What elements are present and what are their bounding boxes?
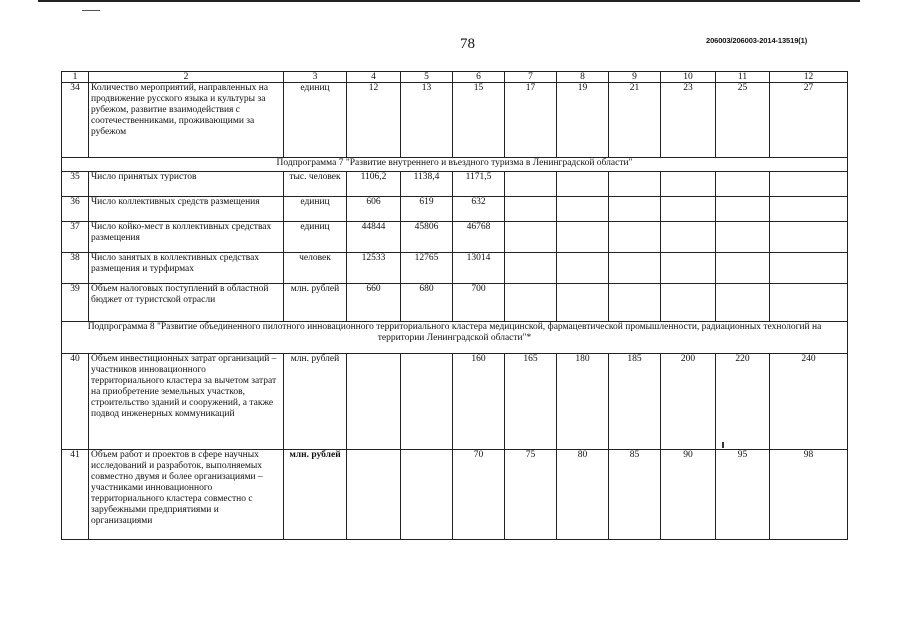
indicator-name: Число койко-мест в коллективных средствах размещения [89, 222, 284, 253]
empty-cell [661, 197, 716, 222]
empty-cell [557, 222, 609, 253]
empty-cell [716, 253, 770, 284]
empty-cell [661, 253, 716, 284]
empty-cell [505, 284, 557, 322]
empty-cell [609, 253, 661, 284]
row-number: 41 [62, 450, 89, 540]
empty-cell [557, 284, 609, 322]
table-row [62, 450, 848, 540]
row-number: 38 [62, 253, 89, 284]
value-cell: 95 [716, 450, 770, 540]
indicator-unit: человек [284, 253, 347, 284]
row-number: 40 [62, 354, 89, 450]
empty-cell [557, 197, 609, 222]
indicator-name: Объем налоговых поступлений в областной бюджет от туристской отрасли [89, 284, 284, 322]
value-cell: 165 [505, 354, 557, 450]
value-cell: 21 [609, 83, 661, 158]
table-row [62, 354, 848, 450]
indicator-unit: млн. рублей [284, 450, 347, 540]
row-number: 34 [62, 83, 89, 158]
column-header: 9 [609, 72, 661, 83]
column-header: 2 [89, 72, 284, 83]
document-code: 206003/206003-2014-13519(1) [706, 36, 808, 45]
empty-cell [609, 197, 661, 222]
value-cell: 220 [716, 354, 770, 450]
indicator-name: Число коллективных средств размещения [89, 197, 284, 222]
value-cell: 1171,5 [453, 172, 505, 197]
indicator-name: Число занятых в коллективных средствах размещения и турфирмах [89, 253, 284, 284]
row-number: 39 [62, 284, 89, 322]
table-row [62, 284, 848, 322]
empty-cell [661, 222, 716, 253]
empty-cell [505, 222, 557, 253]
empty-cell [557, 253, 609, 284]
column-header: 1 [62, 72, 89, 83]
value-cell: 680 [401, 284, 453, 322]
column-header: 6 [453, 72, 505, 83]
value-cell: 160 [453, 354, 505, 450]
value-cell: 240 [770, 354, 848, 450]
empty-cell [716, 172, 770, 197]
indicator-name: Объем инвестиционных затрат организаций – участников инновационного территориального кластера за вычетом затрат на приобретение земельных участков, строительство зданий и сооружений, а также подвод инженерных коммуникаций [89, 354, 284, 450]
value-cell: 23 [661, 83, 716, 158]
empty-cell [770, 172, 848, 197]
empty-cell [661, 172, 716, 197]
empty-cell [716, 197, 770, 222]
empty-cell [661, 284, 716, 322]
value-cell: 70 [453, 450, 505, 540]
empty-cell [609, 222, 661, 253]
empty-cell [347, 354, 401, 450]
empty-cell [609, 284, 661, 322]
subprogram-row [62, 158, 848, 172]
value-cell: 12533 [347, 253, 401, 284]
empty-cell [770, 197, 848, 222]
table-row [62, 197, 848, 222]
table-row [62, 172, 848, 197]
indicator-unit: тыс. человек [284, 172, 347, 197]
value-cell: 660 [347, 284, 401, 322]
column-header: 8 [557, 72, 609, 83]
value-cell: 12765 [401, 253, 453, 284]
value-cell: 13014 [453, 253, 505, 284]
row-number: 35 [62, 172, 89, 197]
indicator-unit: единиц [284, 222, 347, 253]
table-row [62, 83, 848, 158]
indicator-unit: млн. рублей [284, 354, 347, 450]
column-header: 10 [661, 72, 716, 83]
row-number: 37 [62, 222, 89, 253]
scan-speck [722, 442, 724, 448]
column-header: 11 [716, 72, 770, 83]
value-cell: 180 [557, 354, 609, 450]
value-cell: 13 [401, 83, 453, 158]
subprogram-row [62, 322, 848, 354]
value-cell: 44844 [347, 222, 401, 253]
value-cell: 15 [453, 83, 505, 158]
empty-cell [770, 284, 848, 322]
indicator-unit: млн. рублей [284, 284, 347, 322]
page-number: 78 [460, 36, 475, 52]
value-cell: 700 [453, 284, 505, 322]
column-header: 4 [347, 72, 401, 83]
table-row [62, 222, 848, 253]
scan-top-border [38, 0, 860, 2]
subprogram-8-title: Подпрограмма 8 "Развитие объединенного пилотного инновационного территориального кластера медицинской, фармацевтической промышленности, радиационных технологий на территории Ленинградской области"* [62, 322, 848, 354]
indicator-name: Объем работ и проектов в сфере научных исследований и разработок, выполняемых совместно двумя и более организациями – участниками инновационного территориального кластера совместно с зарубежными предприятиями и организациями [89, 450, 284, 540]
table-row [62, 253, 848, 284]
indicators-table [61, 71, 848, 540]
value-cell: 90 [661, 450, 716, 540]
value-cell: 46768 [453, 222, 505, 253]
value-cell: 45806 [401, 222, 453, 253]
subprogram-7-title: Подпрограмма 7 "Развитие внутреннего и въездного туризма в Ленинградской области" [62, 158, 848, 172]
value-cell: 12 [347, 83, 401, 158]
empty-cell [770, 253, 848, 284]
indicator-unit: единиц [284, 83, 347, 158]
empty-cell [401, 450, 453, 540]
row-number: 36 [62, 197, 89, 222]
column-header: 3 [284, 72, 347, 83]
value-cell: 75 [505, 450, 557, 540]
value-cell: 1106,2 [347, 172, 401, 197]
empty-cell [716, 222, 770, 253]
value-cell: 619 [401, 197, 453, 222]
indicator-unit: единиц [284, 197, 347, 222]
empty-cell [401, 354, 453, 450]
empty-cell [347, 450, 401, 540]
empty-cell [505, 172, 557, 197]
empty-cell [716, 284, 770, 322]
value-cell: 25 [716, 83, 770, 158]
value-cell: 1138,4 [401, 172, 453, 197]
indicator-name: Количество мероприятий, направленных на продвижение русского языка и культуры за рубежом, развитие взаимодействия с соотечественниками, проживающими за рубежом [89, 83, 284, 158]
empty-cell [770, 222, 848, 253]
empty-cell [609, 172, 661, 197]
empty-cell [505, 253, 557, 284]
value-cell: 19 [557, 83, 609, 158]
column-header: 12 [770, 72, 848, 83]
empty-cell [557, 172, 609, 197]
value-cell: 27 [770, 83, 848, 158]
scan-mark [82, 10, 100, 11]
value-cell: 17 [505, 83, 557, 158]
empty-cell [505, 197, 557, 222]
column-header: 7 [505, 72, 557, 83]
value-cell: 85 [609, 450, 661, 540]
value-cell: 200 [661, 354, 716, 450]
value-cell: 80 [557, 450, 609, 540]
value-cell: 606 [347, 197, 401, 222]
column-number-row [62, 72, 848, 83]
value-cell: 98 [770, 450, 848, 540]
value-cell: 185 [609, 354, 661, 450]
indicator-name: Число принятых туристов [89, 172, 284, 197]
column-header: 5 [401, 72, 453, 83]
value-cell: 632 [453, 197, 505, 222]
